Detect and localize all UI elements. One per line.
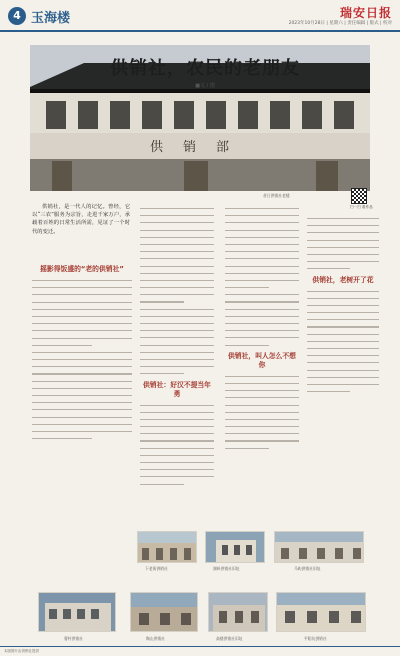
qr-code[interactable] — [351, 188, 367, 204]
svg-text:供销部: 供销部 — [150, 140, 250, 155]
page-footer: 本版图片由供销社提供 — [0, 646, 400, 656]
page-number: 4 — [8, 7, 26, 25]
photo-2 — [205, 531, 265, 563]
photo-6 — [208, 592, 268, 632]
photo-caption-6: 高楼供销社旧址 — [216, 636, 243, 641]
qr-caption: 扫一扫 看作品 — [350, 205, 373, 209]
photo-7 — [276, 592, 366, 632]
photo-4 — [38, 592, 116, 632]
dateline: 2023年10月28日 | 星期六 | 责任编辑 | 版式 | 校对 — [288, 21, 392, 26]
photo-caption-2: 湖岭供销社旧址 — [213, 566, 240, 571]
photo-5 — [130, 592, 198, 632]
article-subhead-4: 供销社，老树开了花 — [312, 275, 374, 284]
photo-3 — [274, 531, 364, 563]
article-subhead-1: 摇影得饭盛的“老的供销社” — [40, 265, 124, 273]
article-lead: 供销社，是一代人的记忆。曾经，它以“三农”服务为宗旨，走进千家万户，承载着百姓的日常生活所需，见证了一个时代的变迁。 — [32, 204, 130, 235]
photo-caption-7: 平阳坑供销社 — [304, 636, 327, 641]
article-column-1 — [32, 262, 132, 522]
page-header — [0, 0, 400, 32]
photo-caption-5: 陶山供销社 — [146, 636, 165, 641]
hero-caption: 昔日供销社老楼 — [263, 193, 290, 198]
article-subhead-2: 供销社：好汉不提当年勇 — [143, 380, 211, 398]
article-column-4 — [307, 215, 379, 520]
photo-1 — [137, 531, 197, 563]
article-headline: 供销社，农民的老朋友 — [110, 58, 300, 79]
article-byline: ■文 / 图 — [195, 83, 215, 89]
article-column-3 — [225, 205, 299, 505]
photo-caption-3: 马屿供销社旧址 — [294, 566, 321, 571]
photo-caption-1: 下老街供销社 — [145, 566, 168, 571]
headline-block — [88, 58, 322, 89]
photo-caption-4: 曹村供销社 — [64, 636, 83, 641]
article-column-2 — [140, 205, 214, 505]
section-name: 玉海楼 — [31, 11, 71, 26]
article-subhead-3: 供销社，叫人怎么不想你 — [228, 351, 296, 369]
newspaper-masthead: 瑞安日报 — [339, 6, 392, 20]
